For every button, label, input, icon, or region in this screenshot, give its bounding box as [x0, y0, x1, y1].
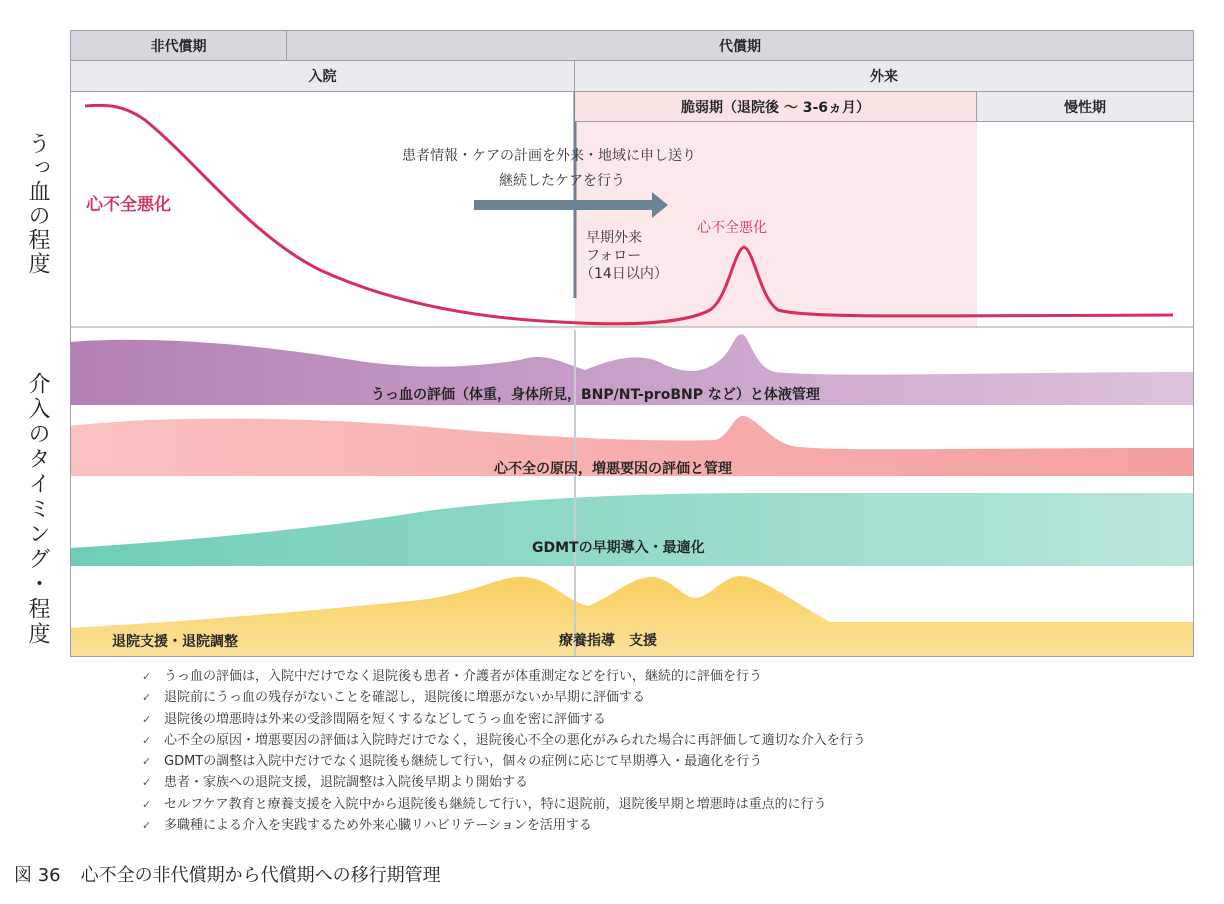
followup-line1: 早期外来 [586, 230, 642, 246]
note-text: 退院前にうっ血の残存がないことを確認し，退院後に増悪がないか早期に評価する [164, 690, 646, 706]
check-icon: ✓ [142, 755, 152, 769]
note-text: 退院後の増悪時は外来の受診間隔を短くするなどしてうっ血を密に評価する [164, 711, 607, 727]
header-compensated [287, 31, 1193, 61]
band-cause-label: 心不全の原因，増悪要因の評価と管理 [494, 461, 732, 477]
note-text: うっ血の評価は，入院中だけでなく退院後も患者・介護者が体重測定などを行い，継続的に評価を行う [164, 669, 763, 684]
diagram-frame [70, 30, 1194, 657]
header-inpatient [71, 61, 575, 92]
header-compensated-label: 代償期 [719, 38, 761, 55]
band-congestion-label: うっ血の評価（体重，身体所見，BNP/NT-proBNP など）と体液管理 [371, 387, 820, 403]
note-text: 心不全の原因・増悪要因の評価は入院時だけでなく，退院後心不全の悪化がみられた場合に再評価して適切な介入を行う [164, 732, 866, 748]
note-text: 患者・家族への退院支援，退院調整は入院後早期より開始する [164, 775, 529, 791]
notes-list [142, 666, 866, 836]
header-chronic-label: 慢性期 [1064, 99, 1106, 116]
header-inpatient-label: 入院 [308, 69, 337, 85]
band-gdmt-label: GDMTの早期導入・最適化 [532, 540, 705, 556]
header-vulnerable [575, 92, 977, 122]
header-outpatient [575, 61, 1193, 92]
band-support-right-label: 療養指導 支援 [559, 633, 657, 649]
followup-line3: （14日以内） [580, 266, 668, 282]
header-outpatient-label: 外来 [870, 69, 898, 85]
figure-number: 図 36 [14, 865, 61, 886]
note-item [142, 751, 866, 772]
figure-caption [14, 861, 441, 887]
axis-label-congestion: うっ血の程度 [25, 132, 50, 276]
check-icon: ✓ [142, 797, 152, 811]
header-decompensated-label: 非代償期 [150, 38, 207, 55]
note-text: セルフケア教育と療養支援を入院中から退院後も継続して行い，特に退院前，退院後早期と増悪時は重点的に行う [164, 796, 827, 812]
note-item [142, 772, 866, 793]
check-icon: ✓ [142, 776, 152, 790]
note-item [142, 730, 866, 751]
note-item [142, 794, 866, 815]
handover-text-line1: 患者情報・ケアの計画を外来・地域に申し送り [402, 148, 696, 164]
check-icon: ✓ [142, 691, 152, 705]
note-text: 多職種による介入を実践するため外来心臓リハビリテーションを活用する [164, 818, 592, 834]
figure-title: 心不全の非代償期から代償期への移行期管理 [80, 865, 441, 886]
header-chronic [977, 92, 1193, 122]
followup-line2: フォロー [586, 248, 642, 264]
note-item [142, 687, 866, 708]
check-icon: ✓ [142, 733, 152, 747]
axis-label-intervention: 介入のタイミング・程度 [25, 372, 50, 647]
check-icon: ✓ [142, 819, 152, 833]
check-icon: ✓ [142, 670, 152, 683]
note-item [142, 709, 866, 730]
header-decompensated [71, 31, 287, 61]
note-item [142, 815, 866, 836]
hf-worsening-left: 心不全悪化 [86, 195, 171, 215]
handover-text-line2: 継続したケアを行う [499, 173, 625, 189]
note-item [142, 666, 866, 687]
header-vulnerable-label: 脆弱期（退院後 ～ 3-6ヵ月） [680, 99, 871, 116]
hf-worsening-right: 心不全悪化 [697, 220, 767, 236]
note-text: GDMTの調整は入院中だけでなく退院後も継続して行い，個々の症例に応じて早期導入・最適化を行う [164, 754, 763, 770]
check-icon: ✓ [142, 712, 152, 726]
band-support-left-label: 退院支援・退院調整 [112, 634, 238, 650]
